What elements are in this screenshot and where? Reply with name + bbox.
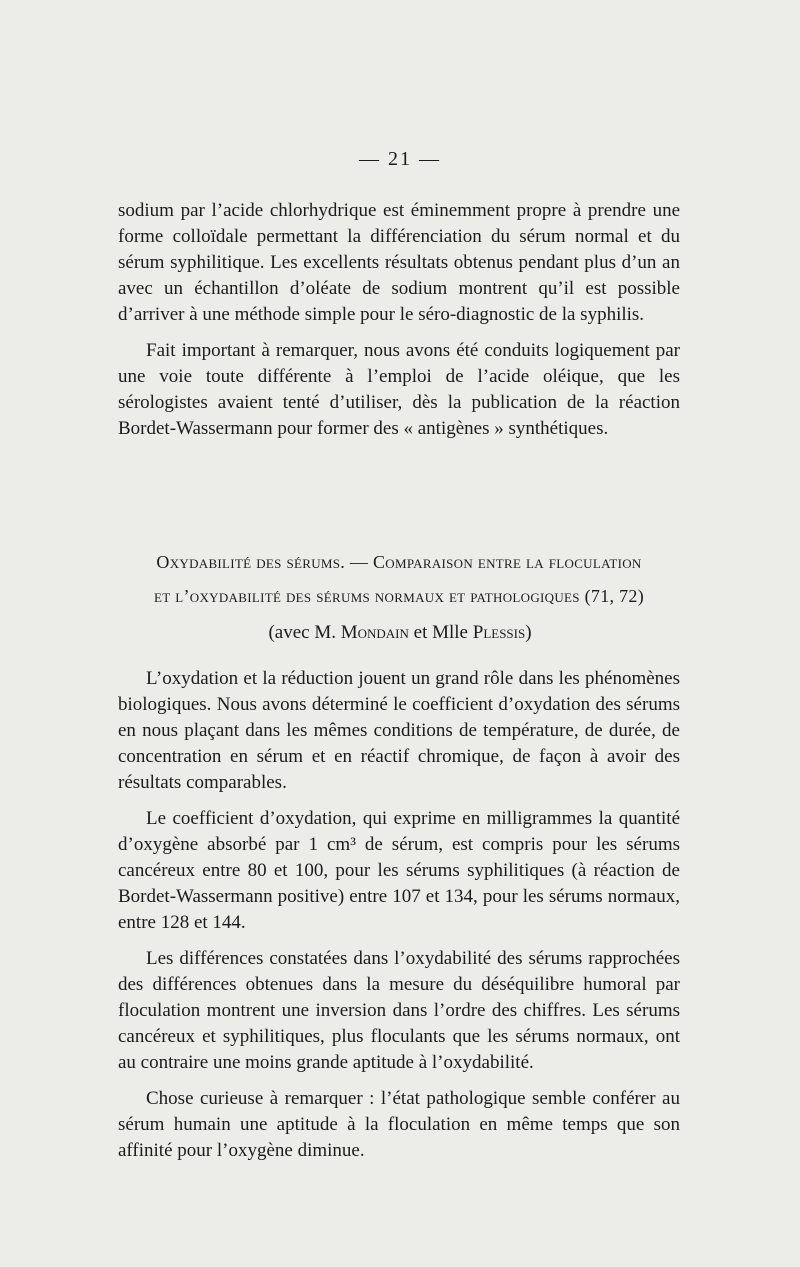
authors-suffix: ) xyxy=(525,622,532,643)
page-number: — 21 — xyxy=(359,148,441,170)
section-heading xyxy=(118,550,680,608)
paragraph-acide-oleique: Fait important à remarquer, nous avons été conduits logiquement par une voie toute différente à l’emploi de l’acide oléique, que les sérologistes avaient tenté d’utiliser, dès la publication de la réaction Bordet-Wassermann pour former des « antigènes » synthétiques. xyxy=(118,340,680,439)
author-mondain: Mondain xyxy=(340,622,409,643)
authors-middle: et Mlle xyxy=(408,622,473,643)
text-section-bottom xyxy=(118,666,680,1164)
paragraph-oxydation: L’oxydation et la réduction jouent un grand rôle dans les phénomènes biologiques. Nous avons déterminé le coefficient d’oxydation des sérums en nous plaçant dans les mêmes conditions de température, de durée, de concentration en sérum et en réactif chromique, de façon à avoir des résultats comparables. xyxy=(118,668,680,793)
section-heading-line-2: et l’oxydabilité des sérums normaux et pathologiques (71, 72) xyxy=(153,586,645,606)
paragraph-chose-curieuse: Chose curieuse à remarquer : l’état pathologique semble conférer au sérum humain une aptitude à la floculation en même temps que son affinité pour l’oxygène diminue. xyxy=(118,1088,680,1161)
section-authors xyxy=(0,620,800,646)
paragraph-differences: Les différences constatées dans l’oxydabilité des sérums rapprochées des différences obtenues dans la mesure du déséquilibre humoral par floculation montrent une inversion dans l’ordre des chiffres. Les sérums cancéreux et syphilitiques, plus floculants que les sérums normaux, ont au contraire une moins grande aptitude à l’oxydabilité. xyxy=(118,948,680,1073)
paragraph-continuation: sodium par l’acide chlorhydrique est éminemment propre à prendre une forme colloïdale permettant la différenciation du sérum normal et du sérum syphilitique. Les excellents résultats obtenus pendant plus d’un an avec un échantillon d’oléate de sodium montrent qu’il est possible d’arriver à une méthode simple pour le séro-diagnostic de la syphilis. xyxy=(118,200,680,325)
section-heading-line-1: Oxydabilité des sérums. — Comparaison entre la floculation xyxy=(156,552,642,572)
text-section-top xyxy=(118,198,680,442)
paragraph-coefficient: Le coefficient d’oxydation, qui exprime en milligrammes la quantité d’oxygène absorbé par 1 cm³ de sérum, est compris pour les sérums cancéreux entre 80 et 100, pour les sérums syphilitiques (à réaction de Bordet-Wassermann positive) entre 107 et 134, pour les sérums normaux, entre 128 et 144. xyxy=(118,808,680,933)
authors-prefix: (avec M. xyxy=(268,622,341,643)
author-plessis: Plessis xyxy=(472,622,526,643)
